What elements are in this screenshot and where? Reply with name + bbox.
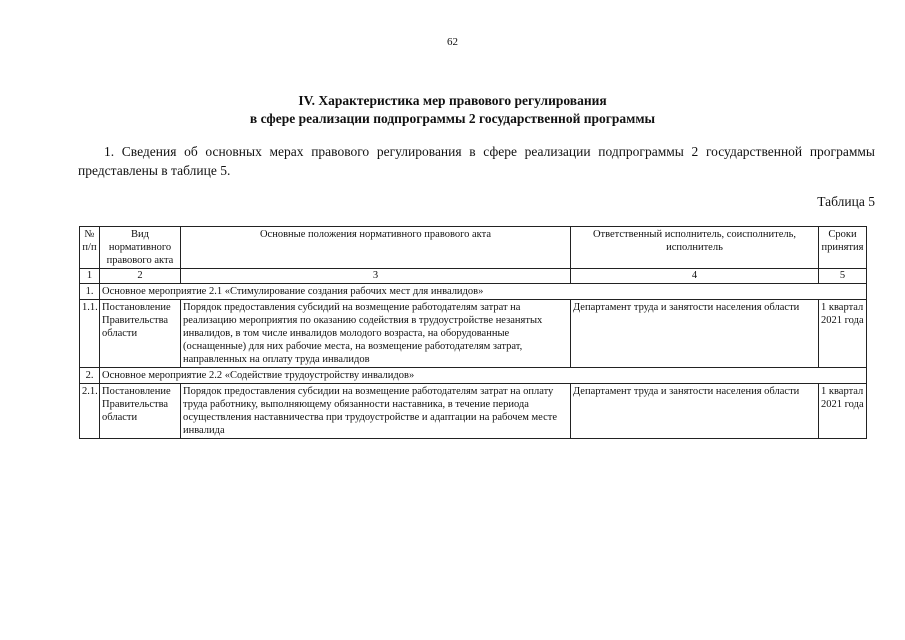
row-num: 2.1. — [80, 384, 100, 439]
column-number: 3 — [181, 269, 571, 284]
column-number: 4 — [571, 269, 819, 284]
header-act-type: Вид нормативного правового акта — [100, 227, 181, 269]
intro-paragraph: 1. Сведения об основных мерах правового регулирования в сфере реализации подпрограммы 2 государственной программы представлены в таблице 5. — [78, 144, 875, 178]
group-title: Основное мероприятие 2.1 «Стимулирование создания рабочих мест для инвалидов» — [100, 284, 867, 300]
table-caption: Таблица 5 — [817, 194, 875, 209]
row-deadline: 1 квартал 2021 года — [819, 384, 867, 439]
row-executor: Департамент труда и занятости населения области — [571, 300, 819, 368]
regulation-table — [79, 226, 867, 439]
page-number: 62 — [447, 36, 458, 48]
row-act-type: Постановление Правительства области — [100, 384, 181, 439]
section-title-line-1: IV. Характеристика мер правового регулирования — [298, 93, 607, 108]
table-header-row — [80, 227, 867, 269]
header-content: Основные положения нормативного правового акта — [181, 227, 571, 269]
table-row — [80, 300, 867, 368]
column-number: 1 — [80, 269, 100, 284]
table-row — [80, 384, 867, 439]
section-title — [0, 92, 905, 128]
row-executor: Департамент труда и занятости населения области — [571, 384, 819, 439]
table-group-row — [80, 368, 867, 384]
column-number: 2 — [100, 269, 181, 284]
table-column-numbers-row — [80, 269, 867, 284]
row-num: 1.1. — [80, 300, 100, 368]
section-title-line-2: в сфере реализации подпрограммы 2 государственной программы — [249, 111, 656, 126]
header-deadline: Сроки принятия — [819, 227, 867, 269]
row-content: Порядок предоставления субсидии на возмещение работодателям затрат на оплату труда работнику, выполняющему обязанности наставника, в течение периода осуществления наставничества при трудоустройстве и адаптации на рабочем месте инвалида — [181, 384, 571, 439]
group-num: 2. — [80, 368, 100, 384]
column-number: 5 — [819, 269, 867, 284]
group-num: 1. — [80, 284, 100, 300]
header-executor: Ответственный исполнитель, соисполнитель, исполнитель — [571, 227, 819, 269]
group-title: Основное мероприятие 2.2 «Содействие трудоустройству инвалидов» — [100, 368, 867, 384]
header-num: № п/п — [80, 227, 100, 269]
row-deadline: 1 квартал 2021 года — [819, 300, 867, 368]
table-group-row — [80, 284, 867, 300]
row-act-type: Постановление Правительства области — [100, 300, 181, 368]
row-content: Порядок предоставления субсидий на возмещение работодателям затрат на реализацию мероприятия по оказанию содействия в трудоустройстве незанятых инвалидов, в том числе инвалидов молодого возраста, на оборудованные (оснащенные) для них рабочие места, на возмещение работодателям затрат, направленных на оплату труда инвалидов — [181, 300, 571, 368]
